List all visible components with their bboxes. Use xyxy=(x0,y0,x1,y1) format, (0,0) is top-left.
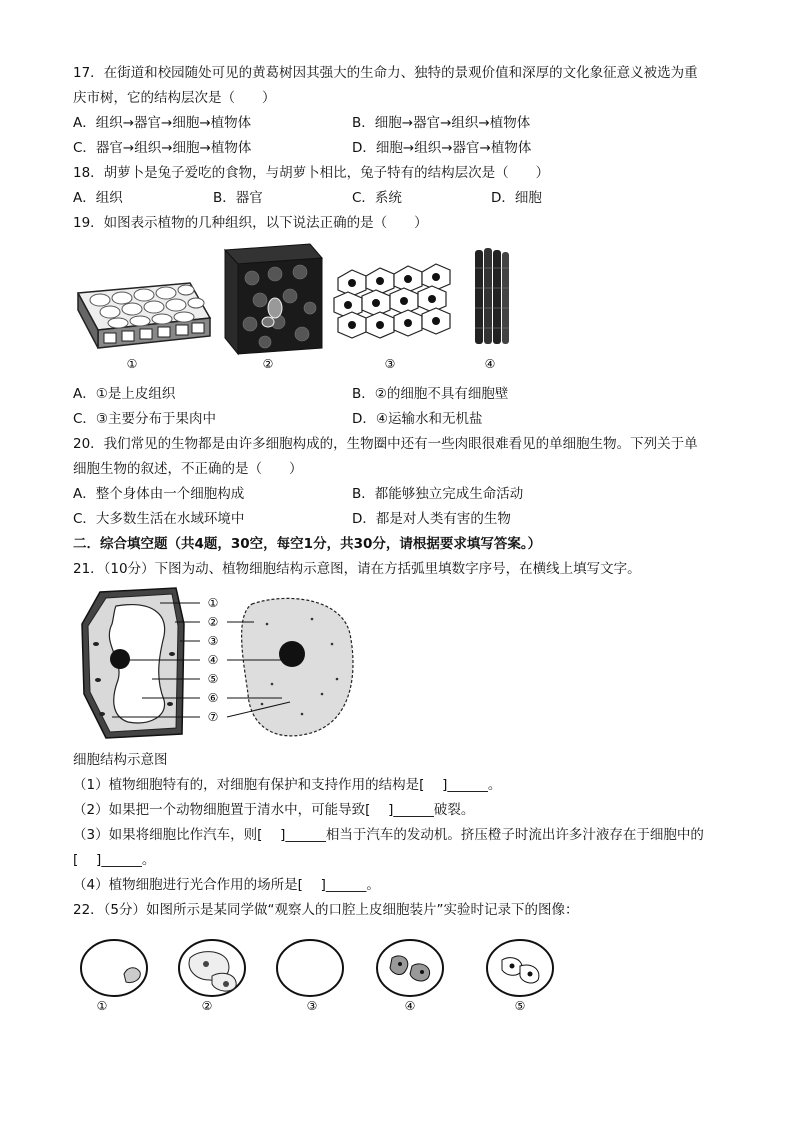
epidermal-tissue-image xyxy=(78,283,210,348)
q19-option-c[interactable]: C．③主要分布于果肉中 xyxy=(73,411,217,427)
q19-option-a[interactable]: A．①是上皮组织 xyxy=(73,386,176,402)
q17-option-d[interactable]: D．细胞→组织→器官→植物体 xyxy=(352,140,532,156)
q20-stem-line2: 细胞生物的叙述，不正确的是（ ） xyxy=(73,461,303,477)
plant-tissue-figure xyxy=(70,238,545,378)
view-label-5: ⑤ xyxy=(514,999,526,1013)
meristem-tissue-image xyxy=(225,244,322,354)
q19-option-d[interactable]: D．④运输水和无机盐 xyxy=(352,411,483,427)
q20-option-a[interactable]: A．整个身体由一个细胞构成 xyxy=(73,486,245,502)
q21-stem: 21．（10分）下图为动、植物细胞结构示意图，请在方括弧里填数字序号，在横线上填写文字。 xyxy=(73,561,641,577)
q18-option-c[interactable]: C．系统 xyxy=(352,190,402,206)
q17-option-b[interactable]: B．细胞→器官→组织→植物体 xyxy=(352,115,531,131)
q17-stem-line1: 17．在街道和校园随处可见的黄葛树因其强大的生命力、独特的景观价值和深厚的文化象征意义被选为重 xyxy=(73,65,698,81)
q21-sub1[interactable]: （1）植物细胞特有的，对细胞有保护和支持作用的结构是[ ]______。 xyxy=(73,777,502,793)
figure19-label-2: ② xyxy=(262,357,274,371)
parenchyma-tissue-image xyxy=(334,264,450,338)
q18-option-d[interactable]: D．细胞 xyxy=(491,190,542,206)
q18-stem: 18．胡萝卜是兔子爱吃的食物，与胡萝卜相比，兔子特有的结构层次是（ ） xyxy=(73,165,550,181)
q20-option-d[interactable]: D．都是对人类有害的生物 xyxy=(352,511,511,527)
q19-stem: 19．如图表示植物的几种组织，以下说法正确的是（ ） xyxy=(73,215,428,231)
figure19-label-1: ① xyxy=(126,357,138,371)
q21-sub3-line2[interactable]: [ ]______。 xyxy=(73,852,156,868)
q18-option-b[interactable]: B．器官 xyxy=(213,190,263,206)
cell-label-6: ⑥ xyxy=(207,691,219,705)
cell-label-3: ③ xyxy=(207,634,219,648)
q21-sub4[interactable]: （4）植物细胞进行光合作用的场所是[ ]______。 xyxy=(73,877,380,893)
view-label-4: ④ xyxy=(404,999,416,1013)
cell-label-4: ④ xyxy=(207,653,219,667)
q20-option-b[interactable]: B．都能够独立完成生命活动 xyxy=(352,486,524,502)
view-label-2: ② xyxy=(201,999,213,1013)
q21-sub3-line1[interactable]: （3）如果将细胞比作汽车，则[ ]______相当于汽车的发动机。挤压橙子时流出许多汁液存在于细胞中的 xyxy=(73,827,704,843)
cell-label-1: ① xyxy=(207,596,219,610)
animal-cell-diagram xyxy=(242,598,353,736)
q21-sub2[interactable]: （2）如果把一个动物细胞置于清水中，可能导致[ ]______破裂。 xyxy=(73,802,475,818)
q17-stem-line2: 庆市树，它的结构层次是（ ） xyxy=(73,90,276,106)
q22-stem: 22．（5分）如图所示是某同学做“观察人的口腔上皮细胞装片”实验时记录下的图像： xyxy=(73,902,579,918)
conducting-tissue-image xyxy=(475,248,509,344)
q18-option-a[interactable]: A．组织 xyxy=(73,190,123,206)
plant-cell-diagram xyxy=(82,588,184,738)
figure19-label-3: ③ xyxy=(384,357,396,371)
cell-label-5: ⑤ xyxy=(207,672,219,686)
q17-option-c[interactable]: C．器官→组织→细胞→植物体 xyxy=(73,140,252,156)
cell-label-7: ⑦ xyxy=(207,710,219,724)
q17-option-a[interactable]: A．组织→器官→细胞→植物体 xyxy=(73,115,252,131)
section-2-title: 二．综合填空题（共4题，30空，每空1分，共30分，请根据要求填写答案。） xyxy=(73,536,542,552)
microscope-views-figure xyxy=(72,930,572,1020)
cell-label-2: ② xyxy=(207,615,219,629)
view-label-1: ① xyxy=(96,999,108,1013)
view-label-3: ③ xyxy=(306,999,318,1013)
cell-structure-figure xyxy=(72,584,357,744)
q19-option-b[interactable]: B．②的细胞不具有细胞壁 xyxy=(352,386,509,402)
q20-option-c[interactable]: C．大多数生活在水域环境中 xyxy=(73,511,245,527)
q20-stem-line1: 20．我们常见的生物都是由许多细胞构成的，生物圈中还有一些肉眼很难看见的单细胞生物。下列关于单 xyxy=(73,436,698,452)
figure19-label-4: ④ xyxy=(484,357,496,371)
figure21-caption: 细胞结构示意图 xyxy=(73,752,168,768)
